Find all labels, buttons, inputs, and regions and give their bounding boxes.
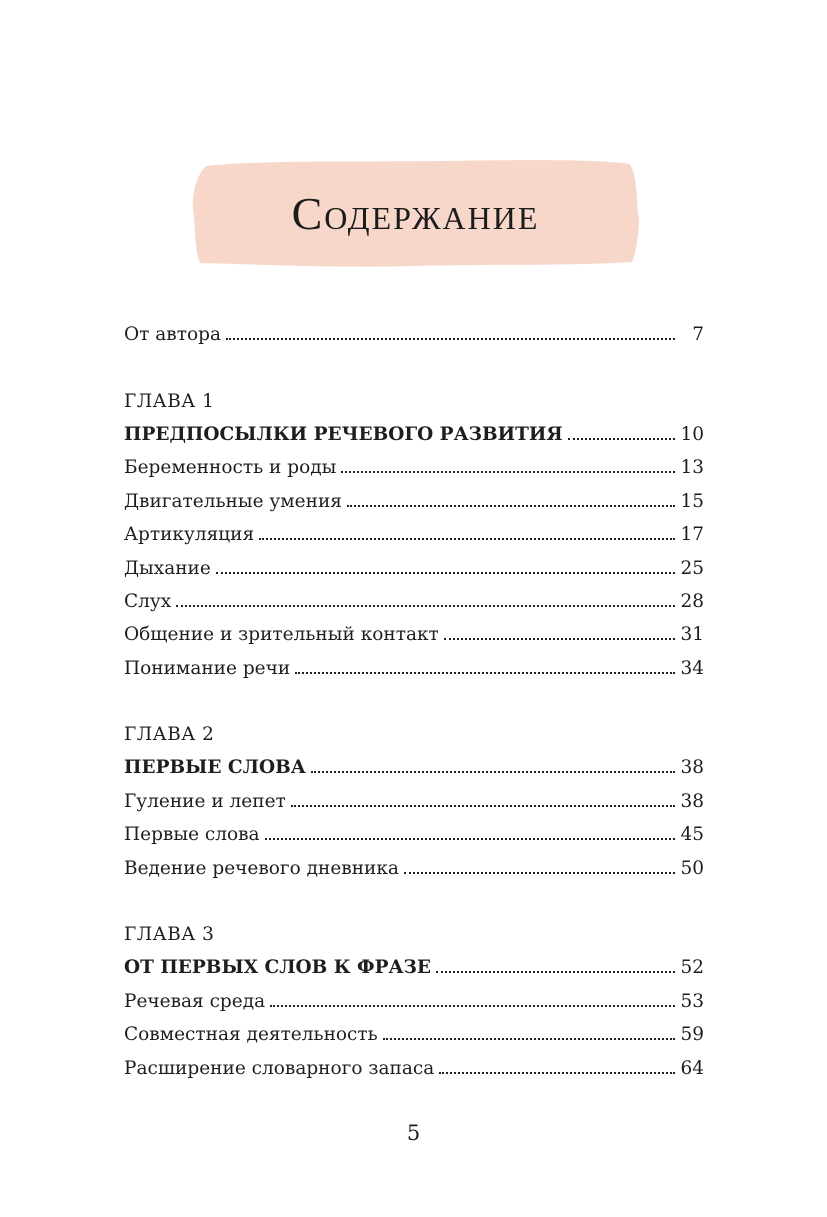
dot-leader	[444, 637, 675, 640]
toc-entry-page: 53	[680, 990, 704, 1012]
toc-entry-page: 17	[680, 524, 704, 546]
toc-entry-page: 45	[680, 824, 704, 846]
toc-entry-label: Двигательные умения	[124, 490, 342, 512]
chapter-2-label: ГЛАВА 2	[124, 724, 215, 746]
toc-entry-page: 10	[680, 423, 704, 445]
toc-entry-page: 28	[680, 590, 704, 612]
toc-entry-page: 52	[680, 957, 704, 979]
dot-leader	[311, 770, 675, 773]
toc-entry-label: ПРЕДПОСЫЛКИ РЕЧЕВОГО РАЗВИТИЯ	[124, 423, 563, 445]
toc-entry-label: От автора	[124, 324, 221, 346]
page-title: Содержание	[291, 187, 540, 239]
toc-entry-page: 15	[680, 490, 704, 512]
toc-entry-label: Слух	[124, 590, 172, 612]
table-of-contents	[124, 318, 704, 1085]
dot-leader	[295, 671, 675, 674]
dot-leader	[439, 1071, 675, 1074]
toc-entry-label: Беременность и роды	[124, 457, 337, 479]
dot-leader	[270, 1004, 675, 1007]
toc-entry-page: 31	[680, 624, 704, 646]
toc-entry[interactable]	[124, 785, 704, 818]
toc-entry[interactable]	[124, 851, 704, 884]
toc-entry-label: Общение и зрительный контакт	[124, 624, 439, 646]
toc-entry-intro[interactable]	[124, 318, 704, 351]
toc-entry-label: Речевая среда	[124, 990, 266, 1012]
toc-entry-page: 25	[680, 557, 704, 579]
toc-entry-label: Совместная деятельность	[124, 1024, 378, 1046]
chapter-3-label: ГЛАВА 3	[124, 924, 215, 946]
title-highlight	[192, 158, 639, 268]
page-number: 5	[406, 1121, 421, 1145]
chapter-2-heading[interactable]	[124, 751, 704, 784]
chapter-3-heading[interactable]	[124, 951, 704, 984]
toc-entry[interactable]	[124, 985, 704, 1018]
toc-entry-label: ОТ ПЕРВЫХ СЛОВ К ФРАЗЕ	[124, 957, 431, 979]
toc-entry-page: 34	[680, 657, 704, 679]
toc-entry[interactable]	[124, 652, 704, 685]
dot-leader	[259, 537, 675, 540]
toc-entry[interactable]	[124, 618, 704, 651]
toc-entry-label: Расширение словарного запаса	[124, 1057, 435, 1079]
toc-entry-label: Первые слова	[124, 824, 260, 846]
toc-entry-page: 13	[680, 457, 704, 479]
dot-leader	[404, 871, 675, 874]
toc-entry[interactable]	[124, 451, 704, 484]
toc-entry-page: 38	[680, 757, 704, 779]
toc-entry-page: 50	[680, 857, 704, 879]
toc-entry[interactable]	[124, 1018, 704, 1051]
toc-entry-label: Дыхание	[124, 557, 211, 579]
dot-leader	[341, 470, 675, 473]
toc-entry-page: 38	[680, 790, 704, 812]
toc-entry[interactable]	[124, 551, 704, 584]
toc-entry[interactable]	[124, 485, 704, 518]
toc-entry-label: Гуление и лепет	[124, 790, 286, 812]
toc-entry[interactable]	[124, 518, 704, 551]
dot-leader	[176, 604, 675, 607]
chapter-1-heading[interactable]	[124, 418, 704, 451]
toc-entry-page: 59	[680, 1024, 704, 1046]
toc-entry[interactable]	[124, 1051, 704, 1084]
dot-leader	[436, 970, 675, 973]
toc-entry-label: ПЕРВЫЕ СЛОВА	[124, 757, 306, 779]
toc-entry[interactable]	[124, 818, 704, 851]
dot-leader	[265, 837, 675, 840]
dot-leader	[383, 1037, 675, 1040]
toc-entry-page: 64	[680, 1057, 704, 1079]
dot-leader	[226, 337, 675, 340]
dot-leader	[216, 571, 675, 574]
toc-entry-label: Понимание речи	[124, 657, 291, 679]
dot-leader	[568, 437, 675, 440]
dot-leader	[347, 504, 675, 507]
toc-entry-page: 7	[692, 324, 704, 346]
toc-entry-label: Артикуляция	[124, 524, 255, 546]
toc-entry[interactable]	[124, 585, 704, 618]
toc-entry-label: Ведение речевого дневника	[124, 857, 399, 879]
dot-leader	[291, 804, 675, 807]
chapter-1-label: ГЛАВА 1	[124, 390, 215, 412]
